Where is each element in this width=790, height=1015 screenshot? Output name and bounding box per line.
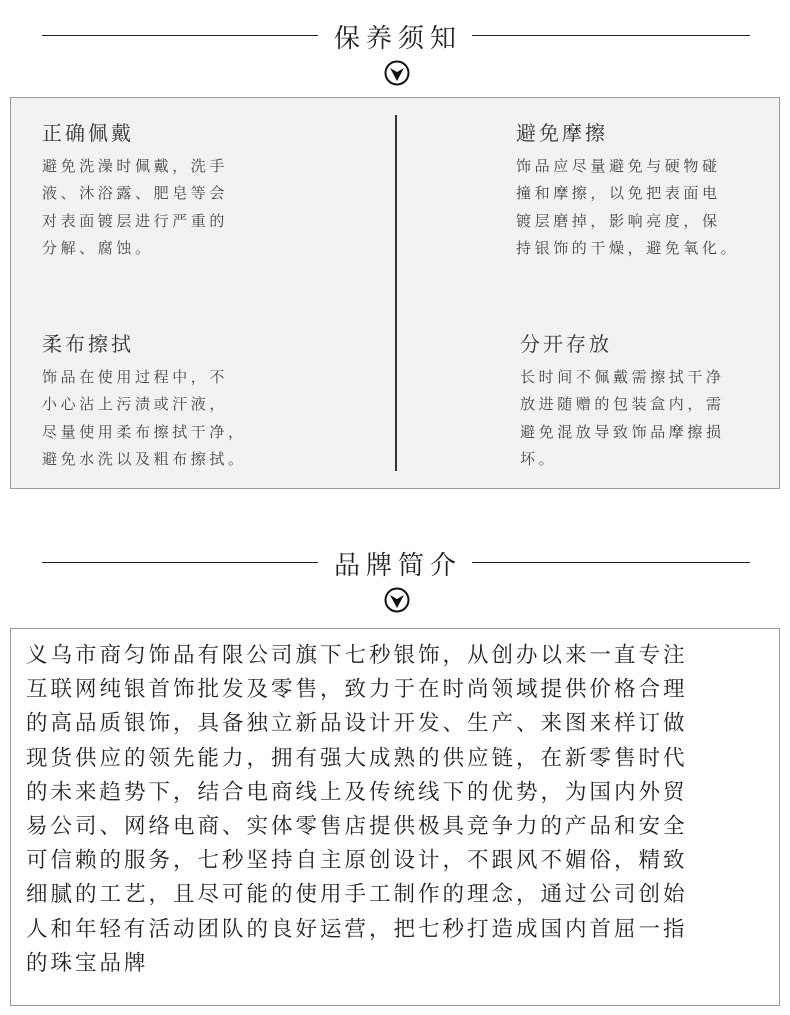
card-text: 长时间不佩戴需擦拭干净 <box>520 368 725 386</box>
care-card-wipe <box>42 328 247 473</box>
care-card-storage <box>520 328 725 473</box>
brand-section-title: 品牌简介 <box>333 551 462 581</box>
card-text: 持银饰的干燥，避免氧化。 <box>516 238 740 257</box>
card-text: 对表面镀层进行严重的 <box>42 211 229 230</box>
brand-intro-panel <box>10 628 780 1006</box>
intro-line: 的高品质银饰，具备独立新品设计开发、生产、来图来样订做 <box>26 711 688 737</box>
card-heading: 正确佩戴 <box>42 121 134 145</box>
title-rule-right <box>472 562 750 563</box>
down-arrow-circle-icon <box>384 60 410 86</box>
title-rule-left <box>42 35 318 36</box>
care-card-friction <box>516 117 739 262</box>
card-text: 镀层磨掉，影响亮度，保 <box>516 211 721 230</box>
card-text: 液、沐浴露、肥皂等会 <box>42 184 229 203</box>
card-heading: 分开存放 <box>520 332 612 356</box>
down-arrow-circle-icon <box>384 587 410 613</box>
card-text: 尽量使用柔布擦拭干净， <box>42 422 247 441</box>
intro-line: 的未来趋势下，结合电商线上及传统线下的优势，为国内外贸 <box>26 779 688 805</box>
card-text: 小心沾上污渍或汗液， <box>42 395 229 414</box>
intro-line: 易公司、网络电商、实体零售店提供极具竞争力的产品和安全 <box>26 814 688 840</box>
card-heading: 柔布擦拭 <box>42 332 134 356</box>
column-divider <box>395 115 397 471</box>
title-rule-left <box>42 562 318 563</box>
title-rule-right <box>472 35 750 36</box>
card-text: 饰品在使用过程中，不 <box>42 368 229 386</box>
card-text: 避免水洗以及粗布擦拭。 <box>42 449 247 468</box>
card-text: 避免混放导致饰品摩擦损 <box>520 422 725 441</box>
care-section-title: 保养须知 <box>333 24 462 54</box>
card-heading: 避免摩擦 <box>516 121 608 145</box>
intro-line: 可信赖的服务，七秒坚持自主原创设计，不跟风不媚俗，精致 <box>26 848 688 874</box>
card-text: 饰品应尽量避免与硬物碰 <box>516 157 721 175</box>
card-text: 避免洗澡时佩戴，洗手 <box>42 157 229 175</box>
intro-line: 义乌市商匀饰品有限公司旗下七秒银饰，从创办以来一直专注 <box>26 643 688 668</box>
intro-line: 互联网纯银首饰批发及零售，致力于在时尚领域提供价格合理 <box>26 677 688 703</box>
care-card-wear <box>42 117 228 262</box>
card-text: 放进随赠的包装盒内，需 <box>520 395 725 414</box>
intro-line: 的珠宝品牌 <box>26 950 149 976</box>
intro-line: 人和年轻有活动团队的良好运营，把七秒打造成国内首屈一指 <box>26 916 688 942</box>
card-text: 分解、腐蚀。 <box>42 238 154 257</box>
brand-intro-text <box>26 639 688 981</box>
card-text: 撞和摩擦，以免把表面电 <box>516 184 721 203</box>
intro-line: 现货供应的领先能力，拥有强大成熟的供应链，在新零售时代 <box>26 745 688 771</box>
card-text: 坏。 <box>520 449 558 468</box>
intro-line: 细腻的工艺，且尽可能的使用手工制作的理念，通过公司创始 <box>26 882 688 908</box>
